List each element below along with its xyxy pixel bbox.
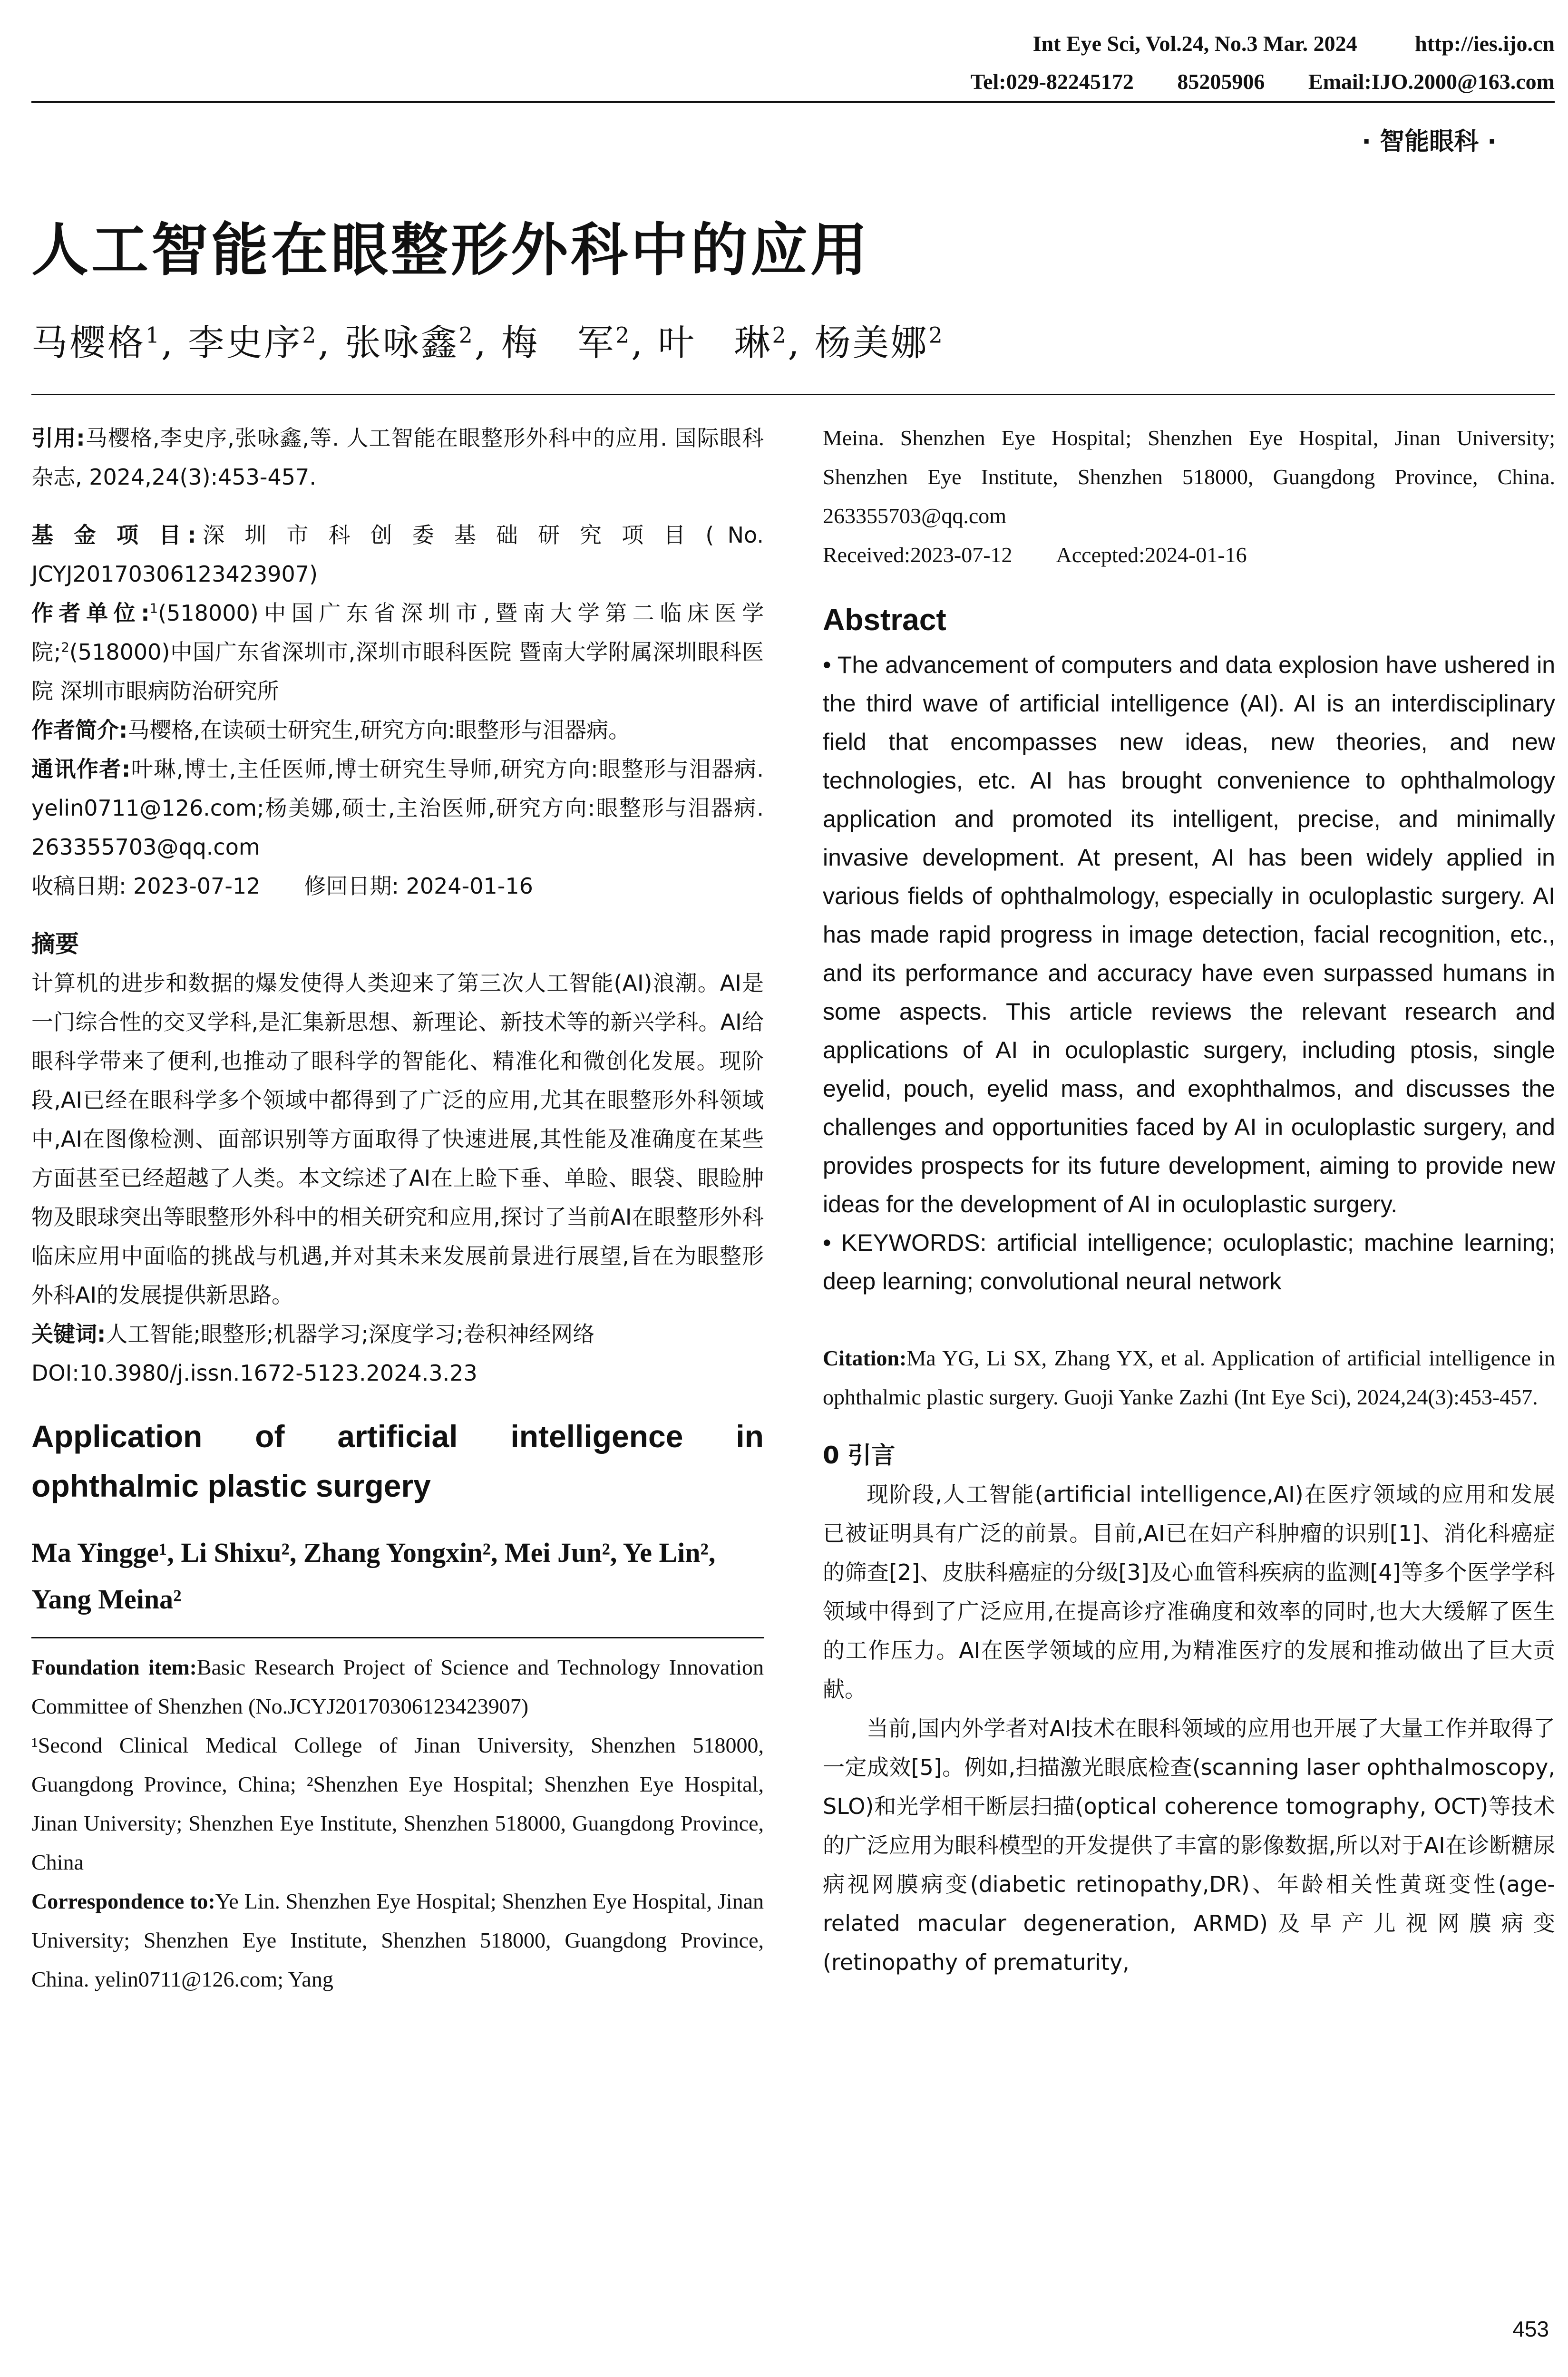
author: 叶 琳$^2$, (658, 321, 801, 364)
author: 梅 军$^2$, (501, 321, 645, 364)
author: 李史序$^2$, (188, 321, 331, 364)
received-en: Received:2023-07-12 Accepted:2024-01-16 (823, 543, 1247, 567)
intro-heading: 0 引言 (823, 1442, 896, 1469)
header-rule (31, 101, 1555, 103)
author-list (31, 314, 945, 366)
english-title: Application of artificial intelligence in ophthalmic plastic surgery (31, 1419, 764, 1503)
author: 马樱格$^1$, (31, 321, 175, 364)
journal-issue: Int Eye Sci, Vol.24, No.3 Mar. 2024 (1032, 31, 1357, 56)
journal-tel2: 85205906 (1177, 69, 1265, 94)
intro-paragraph: 现阶段,人工智能(artificial intelligence,AI)在医疗领域的应用和发展已被证明具有广泛的前景。目前,AI已在妇产科肿瘤的识别[1]、消化科癌症的筛查[2]、皮肤科癌症的分级[3]及心血管科疾病的监测[4]等多个医学学科领域中得到了广泛应用,在提高诊疗准确度和效率的同时,也大大缓解了医生的工作压力。AI在医学领域的应用,为精准医疗的发展和推动做出了巨大贡献。 (823, 1481, 1555, 1702)
keywords-cn: 关键词:人工智能;眼整形;机器学习;深度学习;卷积神经网络 (31, 1321, 595, 1347)
running-header (971, 25, 1555, 101)
keywords-en: • KEYWORDS: artificial intelligence; oculoplastic; machine learning; deep learning; convolutional neural network (823, 1229, 1555, 1295)
corresponding-cn: 通讯作者:叶琳,博士,主任医师,博士研究生导师,研究方向:眼整形与泪器病. yelin0711@126.com;杨美娜,硕士,主治医师,研究方向:眼整形与泪器病. 263355703@qq.com (31, 756, 764, 860)
article-title: 人工智能在眼整形外科中的应用 (31, 217, 870, 283)
intro-paragraph: 当前,国内外学者对AI技术在眼科领域的应用也开展了大量工作并取得了一定成效[5]。例如,扫描激光眼底检查(scanning laser ophthalmoscopy, SLO)和光学相干断层扫描(optical coherence tomography, OCT)等技术的广泛应用为眼科模型的开发提供了丰富的影像数据,所以对于AI在诊断糖尿病视网膜病变(diabetic retinopathy,DR)、年龄相关性黄斑变性(age-related macular degeneration, ARMD)及早产儿视网膜病变(retinopathy of prematurity, (823, 1715, 1555, 1975)
journal-url[interactable]: http://ies.ijo.cn (1415, 31, 1555, 56)
correspondence-en: Correspondence to:Ye Lin. Shenzhen Eye Hospital; Shenzhen Eye Hospital, Jinan University; Shenzhen Eye Institute, Shenzhen 518000, Guangdong Province, China. yelin0711@126.com; Yang (31, 1889, 764, 1991)
english-authors: Ma Yingge¹, Li Shixu², Zhang Yongxin², Mei Jun², Ye Lin², Yang Meina² (31, 1537, 716, 1615)
affiliation-en: ¹Second Clinical Medical College of Jinan University, Shenzhen 518000, Guangdong Province, China; ²Shenzhen Eye Hospital; Shenzhen Eye Hospital, Jinan University; Shenzhen Eye Institute, Shenzhen 518000, Guangdong Province, China (31, 1733, 764, 1874)
abstract-heading-cn: 摘要 (31, 930, 79, 958)
foundation-en: Foundation item:Basic Research Project of Science and Technology Innovation Committee of Shenzhen (No.JCYJ20170306123423907) (31, 1655, 764, 1718)
author: 杨美娜$^2$ (814, 321, 945, 364)
citation-en: Citation:Ma YG, Li SX, Zhang YX, et al. Application of artificial intelligence in ophthalmic plastic surgery. Guoji Yanke Zazhi (Int Eye Sci), 2024,24(3):453-457. (823, 1346, 1555, 1409)
doi[interactable]: DOI:10.3980/j.issn.1672-5123.2024.3.23 (31, 1360, 477, 1386)
abstract-heading-en: Abstract (823, 603, 946, 637)
author: 张咏鑫$^2$, (344, 321, 488, 364)
fund-cn: 基 金 项 目:深 圳 市 科 创 委 基 础 研 究 项 目 ( No. JCYJ20170306123423907) (31, 522, 764, 587)
journal-tel: Tel:029-82245172 (970, 69, 1134, 94)
journal-email[interactable]: Email:IJO.2000@163.com (1308, 69, 1555, 94)
author-unit: 作者单位:$^1$(518000)中国广东省深圳市,暨南大学第二临床医学院;$^2$(518000)中国广东省深圳市,深圳市眼科医院 暨南大学附属深圳眼科医院 深圳市眼病防治研究所 (31, 600, 764, 704)
left-column (31, 419, 764, 1999)
english-authors-rule (31, 1637, 764, 1638)
correspondence-en-continued: Meina. Shenzhen Eye Hospital; Shenzhen Eye Hospital, Jinan University; Shenzhen Eye Institute, Shenzhen 518000, Guangdong Province, China. 263355703@qq.com (823, 426, 1555, 528)
title-rule (31, 394, 1555, 395)
page-number: 453 (1512, 2317, 1549, 2341)
citation-cn: 引用:马樱格,李史序,张咏鑫,等. 人工智能在眼整形外科中的应用. 国际眼科杂志, 2024,24(3):453-457. (31, 425, 764, 490)
author-bio: 作者简介:马樱格,在读硕士研究生,研究方向:眼整形与泪器病。 (31, 717, 631, 743)
section-tag: · 智能眼科 · (1362, 127, 1497, 156)
abstract-en: • The advancement of computers and data explosion have ushered in the third wave of artificial intelligence (AI). AI is an interdisciplinary field that encompasses new ideas, new theories, and new technologies, etc. AI has brought convenience to ophthalmology application and promoted its intelligent, precise, and minimally invasive development. At present, AI has been widely applied in various fields of ophthalmology, especially in oculoplastic surgery. AI has made rapid progress in image detection, facial recognition, etc., and its performance and accuracy have even surpassed humans in some aspects. This article reviews the relevant research and applications of AI in oculoplastic surgery, including ptosis, single eyelid, pouch, eyelid mass, and exophthalmos, and discusses the challenges and opportunities faced by AI in oculoplastic surgery, and provides prospects for its future development, aiming to provide new ideas for the development of AI in oculoplastic surgery. (823, 652, 1555, 1218)
received-cn: 收稿日期: 2023-07-12 修回日期: 2024-01-16 (31, 873, 533, 899)
right-column (823, 419, 1555, 1982)
abstract-cn: 计算机的进步和数据的爆发使得人类迎来了第三次人工智能(AI)浪潮。AI是一门综合性的交叉学科,是汇集新思想、新理论、新技术等的新兴学科。AI给眼科学带来了便利,也推动了眼科学的智能化、精准化和微创化发展。现阶段,AI已经在眼科学多个领域中都得到了广泛的应用,尤其在眼整形外科领域中,AI在图像检测、面部识别等方面取得了快速进展,其性能及准确度在某些方面甚至已经超越了人类。本文综述了AI在上睑下垂、单睑、眼袋、眼睑肿物及眼球突出等眼整形外科中的相关研究和应用,探讨了当前AI在眼整形外科临床应用中面临的挑战与机遇,并对其未来发展前景进行展望,旨在为眼整形外科AI的发展提供新思路。 (31, 970, 764, 1308)
